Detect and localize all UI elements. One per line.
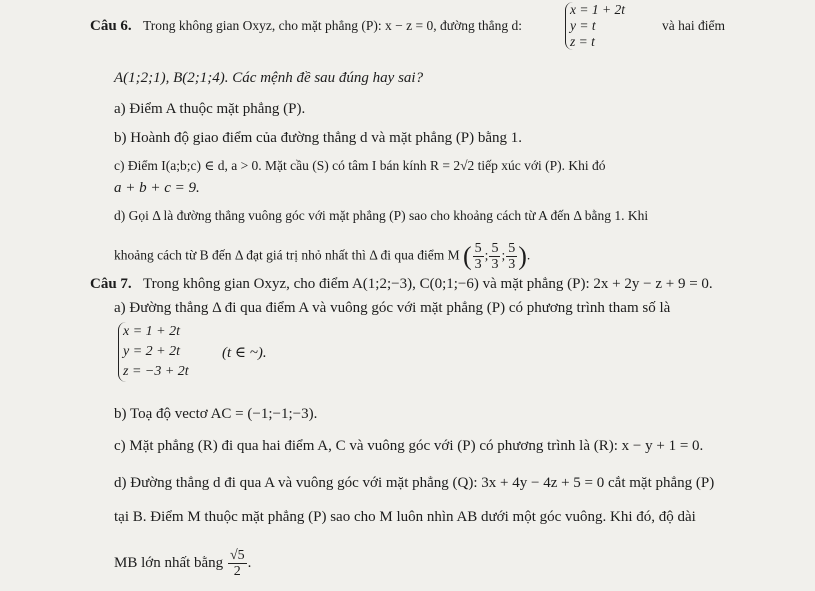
q6-b: b) Hoành độ giao điểm của đường thẳng d và mặt phẳng (P) bằng 1. xyxy=(114,130,523,146)
q7-d-line-2: tại B. Điểm M thuộc mặt phẳng (P) sao cho M luôn nhìn AB dưới một góc vuông. Khi đó, độ dài xyxy=(114,509,696,525)
q7-line-1 xyxy=(90,276,713,293)
q6-c-line-2: a + b + c = 9. xyxy=(114,180,200,196)
q7-label: Câu 7. xyxy=(90,276,132,292)
q6-d-frac-1: $\frac{5}{3}$ xyxy=(474,241,482,272)
q6-d-line-2-text: khoảng cách từ B đến Δ đạt giá trị nhỏ nhất thì Δ đi qua điểm M xyxy=(114,247,460,263)
q6-tail: và hai điểm xyxy=(662,18,725,33)
q6-d-frac-3: $\frac{5}{3}$ xyxy=(508,241,516,272)
q7-b: b) Toạ độ vectơ AC = (−1;−1;−3). xyxy=(114,406,318,422)
q7-system-eq-1: x = 1 + 2t xyxy=(123,324,180,339)
q6-system-eq-1: x = 1 + 2t xyxy=(570,2,625,17)
q7-system-eq-3: z = −3 + 2t xyxy=(123,364,189,379)
q6-intro: Trong không gian Oxyz, cho mặt phẳng (P): x − z = 0, đường thẳng d: xyxy=(142,18,522,33)
q6-system xyxy=(565,2,625,50)
q6-points: A(1;2;1), B(2;1;4). Các mệnh đề sau đúng hay sai? xyxy=(114,70,424,86)
q7-d-line-3: MB lớn nhất bằng $\frac{√5}{2}$ . xyxy=(114,548,252,579)
q7-system xyxy=(118,322,189,382)
q6-d-line-1: d) Gọi Δ là đường thẳng vuông góc với mặt phẳng (P) sao cho khoảng cách từ A đến Δ bằng 1. Khi xyxy=(114,208,649,223)
q6-system-eq-3: z = t xyxy=(570,34,595,49)
q6-d-frac-2: $\frac{5}{3}$ xyxy=(491,241,499,272)
q7-system-tail: (t ∈ ~). xyxy=(222,345,267,361)
q7-intro: Trong không gian Oxyz, cho điểm A(1;2;−3), C(0;1;−6) và mặt phẳng (P): 2x + 2y − z + 9 = 0. xyxy=(142,276,713,292)
q6-d-line-2: khoảng cách từ B đến Δ đạt giá trị nhỏ nhất thì Δ đi qua điểm M ( $\frac{5}{3}$ ; $\frac{5}{3}$ ; $\frac{5}{3}$ ). xyxy=(114,241,531,272)
q7-system-eq-2: y = 2 + 2t xyxy=(123,344,180,359)
q7-d-line-3-text: MB lớn nhất bằng xyxy=(114,554,224,571)
q6-line-1 xyxy=(90,18,522,35)
q7-a: a) Đường thẳng Δ đi qua điểm A và vuông góc với mặt phẳng (P) có phương trình tham số là xyxy=(114,300,671,316)
q7-c: c) Mặt phẳng (R) đi qua hai điểm A, C và vuông góc với (P) có phương trình là (R): x − y + 1 = 0. xyxy=(114,438,704,454)
q6-label: Câu 6. xyxy=(90,18,132,34)
q6-c-line-1: c) Điểm I(a;b;c) ∈ d, a > 0. Mặt cầu (S) có tâm I bán kính R = 2√2 tiếp xúc với (P). Khi đó xyxy=(114,158,606,173)
q6-a: a) Điểm A thuộc mặt phẳng (P). xyxy=(114,101,306,117)
q6-system-eq-2: y = t xyxy=(570,18,596,33)
q7-d-line-1: d) Đường thẳng d đi qua A và vuông góc với mặt phẳng (Q): 3x + 4y − 4z + 5 = 0 cắt mặt phẳng (P) xyxy=(114,475,715,491)
q7-d-answer-frac: $\frac{√5}{2}$ xyxy=(229,548,245,579)
